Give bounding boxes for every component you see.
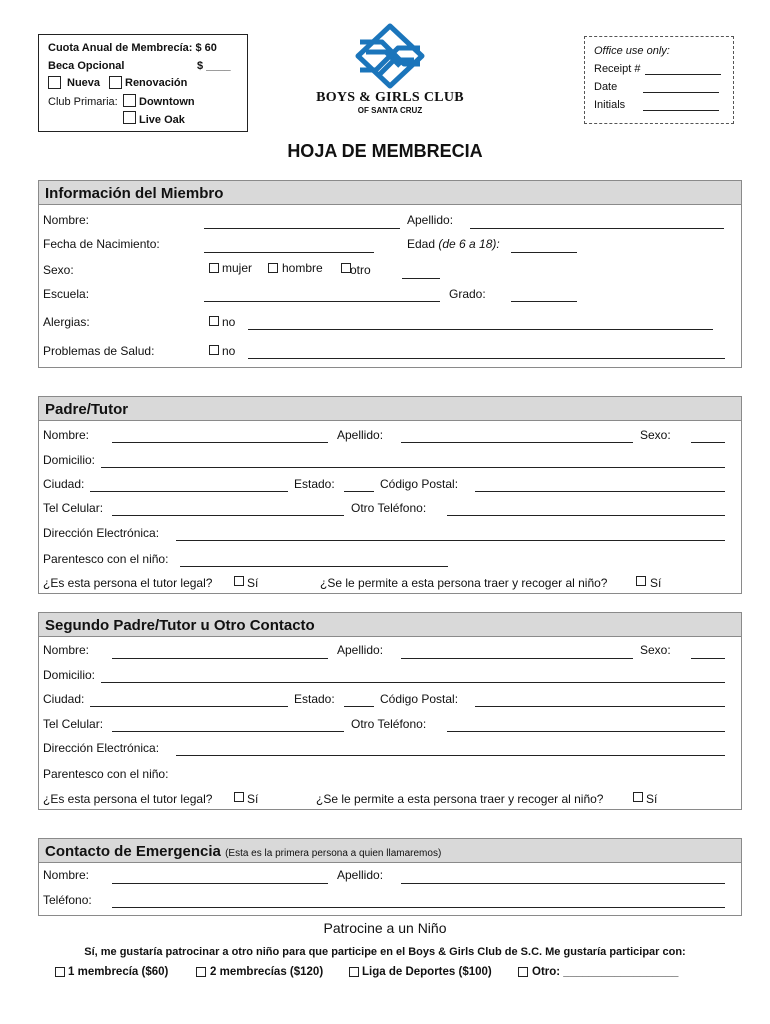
emergency-nombre-label: Nombre: xyxy=(43,868,90,882)
parent2-codigo-field[interactable] xyxy=(475,706,725,707)
receipt-line[interactable] xyxy=(645,74,721,75)
member-fecha-field[interactable] xyxy=(204,252,374,253)
parent2-tel-label: Tel Celular: xyxy=(43,717,104,731)
liveoak-checkbox[interactable] xyxy=(123,111,136,124)
member-apellido-label: Apellido: xyxy=(407,213,454,227)
nueva-checkbox[interactable] xyxy=(48,76,61,89)
parent2-apellido-label: Apellido: xyxy=(337,643,384,657)
emergency-apellido-field[interactable] xyxy=(401,883,725,884)
parent2-apellido-field[interactable] xyxy=(401,658,633,659)
mujer-label: mujer xyxy=(222,261,253,275)
parent2-permite-question: ¿Se le permite a esta persona traer y recoger al niño? xyxy=(316,792,604,806)
parent-parentesco-field[interactable] xyxy=(180,566,448,567)
parent-otrotel-label: Otro Teléfono: xyxy=(351,501,427,515)
parent-tutor-question: ¿Es esta persona el tutor legal? xyxy=(43,576,213,590)
parent2-tutor-question: ¿Es esta persona el tutor legal? xyxy=(43,792,213,806)
parent2-tutor-si-checkbox[interactable] xyxy=(234,792,244,802)
parent-heading: Padre/Tutor xyxy=(45,401,129,418)
office-receipt: Receipt # xyxy=(594,63,641,75)
mujer-checkbox[interactable] xyxy=(209,263,219,273)
otro-field[interactable] xyxy=(402,278,440,279)
renovacion-checkbox[interactable] xyxy=(109,76,122,89)
sponsor-opt1-label: 1 membrecía ($60) xyxy=(68,966,169,978)
member-grado-label: Grado: xyxy=(449,287,486,301)
member-edad-field[interactable] xyxy=(511,252,577,253)
club-label: Club Primaria: xyxy=(48,96,118,108)
emergency-section xyxy=(38,838,742,916)
parent-estado-field[interactable] xyxy=(344,491,374,492)
parent-apellido-label: Apellido: xyxy=(337,428,384,442)
parent-email-label: Dirección Electrónica: xyxy=(43,526,160,540)
beca-value[interactable]: $ ____ xyxy=(197,60,231,72)
otro-label: otro xyxy=(350,263,371,277)
parent-tel-field[interactable] xyxy=(112,515,344,516)
parent-sexo-field[interactable] xyxy=(691,442,725,443)
parent-ciudad-field[interactable] xyxy=(90,491,288,492)
parent-domicilio-label: Domicilio: xyxy=(43,453,96,467)
member-heading: Información del Miembro xyxy=(45,185,224,202)
parent2-domicilio-label: Domicilio: xyxy=(43,668,96,682)
member-apellido-field[interactable] xyxy=(470,228,724,229)
member-nombre-field[interactable] xyxy=(204,228,400,229)
office-title: Office use only: xyxy=(594,45,670,57)
parent2-tel-field[interactable] xyxy=(112,731,344,732)
parent2-permite-si-label: Sí xyxy=(646,792,658,806)
sponsor-opt4-label: Otro: __________________ xyxy=(532,966,679,978)
nueva-label: Nueva xyxy=(67,77,101,89)
problemas-no-checkbox[interactable] xyxy=(209,345,219,355)
emergency-apellido-label: Apellido: xyxy=(337,868,384,882)
member-section xyxy=(38,180,742,368)
sponsor-opt3-label: Liga de Deportes ($100) xyxy=(362,966,492,978)
member-escuela-field[interactable] xyxy=(204,301,440,302)
office-date: Date xyxy=(594,81,618,93)
parent-tutor-si-label: Sí xyxy=(247,576,259,590)
parent-tutor-si-checkbox[interactable] xyxy=(234,576,244,586)
member-edad-label: Edad (de 6 a 18): xyxy=(407,237,500,251)
renovacion-label: Renovación xyxy=(125,77,188,89)
parent2-email-label: Dirección Electrónica: xyxy=(43,741,160,755)
parent-parentesco-label: Parentesco con el niño: xyxy=(43,552,169,566)
problemas-no-label: no xyxy=(222,344,236,358)
fee-label: Cuota Anual de Membrecía: $ 60 xyxy=(48,42,217,54)
parent2-parentesco-label: Parentesco con el niño: xyxy=(43,767,169,781)
parent2-domicilio-field[interactable] xyxy=(101,682,725,683)
initials-line[interactable] xyxy=(643,110,719,111)
member-grado-field[interactable] xyxy=(511,301,577,302)
parent2-otrotel-field[interactable] xyxy=(447,731,725,732)
member-alergias-field[interactable] xyxy=(248,329,713,330)
alergias-no-checkbox[interactable] xyxy=(209,316,219,326)
member-alergias-label: Alergias: xyxy=(43,315,90,329)
parent-domicilio-field[interactable] xyxy=(101,467,725,468)
parent-codigo-field[interactable] xyxy=(475,491,725,492)
logo-sub: OF SANTA CRUZ xyxy=(357,106,423,115)
parent2-otrotel-label: Otro Teléfono: xyxy=(351,717,427,731)
parent-email-field[interactable] xyxy=(176,540,725,541)
parent-estado-label: Estado: xyxy=(294,477,335,491)
logo-hands-icon xyxy=(300,22,480,90)
parent-apellido-field[interactable] xyxy=(401,442,633,443)
parent-nombre-field[interactable] xyxy=(112,442,328,443)
parent2-codigo-label: Código Postal: xyxy=(380,692,459,706)
member-problemas-label: Problemas de Salud: xyxy=(43,344,155,358)
emergency-heading: Contacto de Emergencia (Esta es la primera persona a quien llamaremos) xyxy=(45,843,442,860)
parent2-sexo-field[interactable] xyxy=(691,658,725,659)
sponsor-opt2-label: 2 membrecías ($120) xyxy=(210,966,324,978)
parent2-estado-label: Estado: xyxy=(294,692,335,706)
parent-permite-si-checkbox[interactable] xyxy=(636,576,646,586)
downtown-label: Downtown xyxy=(139,96,195,108)
sponsor-text: Sí, me gustaría patrocinar a otro niño para que participe en el Boys & Girls Club de S.C. Me gustaría participar con: xyxy=(84,946,686,958)
hombre-label: hombre xyxy=(282,261,323,275)
parent-ciudad-label: Ciudad: xyxy=(43,477,85,491)
parent-nombre-label: Nombre: xyxy=(43,428,90,442)
parent-codigo-label: Código Postal: xyxy=(380,477,459,491)
parent2-heading: Segundo Padre/Tutor u Otro Contacto xyxy=(45,617,315,634)
emergency-telefono-label: Teléfono: xyxy=(43,893,92,907)
parent2-ciudad-field[interactable] xyxy=(90,706,288,707)
page-title: HOJA DE MEMBRECIA xyxy=(287,141,483,161)
date-line[interactable] xyxy=(643,92,719,93)
parent2-permite-si-checkbox[interactable] xyxy=(633,792,643,802)
parent2-nombre-field[interactable] xyxy=(112,658,328,659)
liveoak-label: Live Oak xyxy=(139,114,185,126)
parent2-email-field[interactable] xyxy=(176,755,725,756)
member-fecha-label: Fecha de Nacimiento: xyxy=(43,237,160,251)
parent-sexo-label: Sexo: xyxy=(640,428,671,442)
downtown-checkbox[interactable] xyxy=(123,94,136,107)
sponsor-opt3-checkbox[interactable] xyxy=(349,967,359,977)
sponsor-title: Patrocine a un Niño xyxy=(323,920,447,936)
sponsor-opt4-checkbox[interactable] xyxy=(518,967,528,977)
membership-fee-box xyxy=(38,34,248,132)
emergency-telefono-field[interactable] xyxy=(112,907,725,908)
member-sexo-label: Sexo: xyxy=(43,263,74,277)
member-problemas-field[interactable] xyxy=(248,358,725,359)
member-nombre-label: Nombre: xyxy=(43,213,90,227)
parent2-tutor-si-label: Sí xyxy=(247,792,259,806)
sponsor-opt2-checkbox[interactable] xyxy=(196,967,206,977)
office-use-box xyxy=(584,36,734,124)
parent2-ciudad-label: Ciudad: xyxy=(43,692,85,706)
hombre-checkbox[interactable] xyxy=(268,263,278,273)
parent-permite-question: ¿Se le permite a esta persona traer y recoger al niño? xyxy=(320,576,608,590)
parent-tel-label: Tel Celular: xyxy=(43,501,104,515)
parent-otrotel-field[interactable] xyxy=(447,515,725,516)
parent2-nombre-label: Nombre: xyxy=(43,643,90,657)
sponsor-opt1-checkbox[interactable] xyxy=(55,967,65,977)
club-logo xyxy=(300,22,480,122)
emergency-nombre-field[interactable] xyxy=(112,883,328,884)
logo-name: BOYS & GIRLS CLUB xyxy=(316,90,464,105)
alergias-no-label: no xyxy=(222,315,236,329)
parent2-sexo-label: Sexo: xyxy=(640,643,671,657)
parent2-estado-field[interactable] xyxy=(344,706,374,707)
member-escuela-label: Escuela: xyxy=(43,287,90,301)
beca-label: Beca Opcional xyxy=(48,60,125,72)
office-initials: Initials xyxy=(594,99,626,111)
parent-permite-si-label: Sí xyxy=(650,576,662,590)
